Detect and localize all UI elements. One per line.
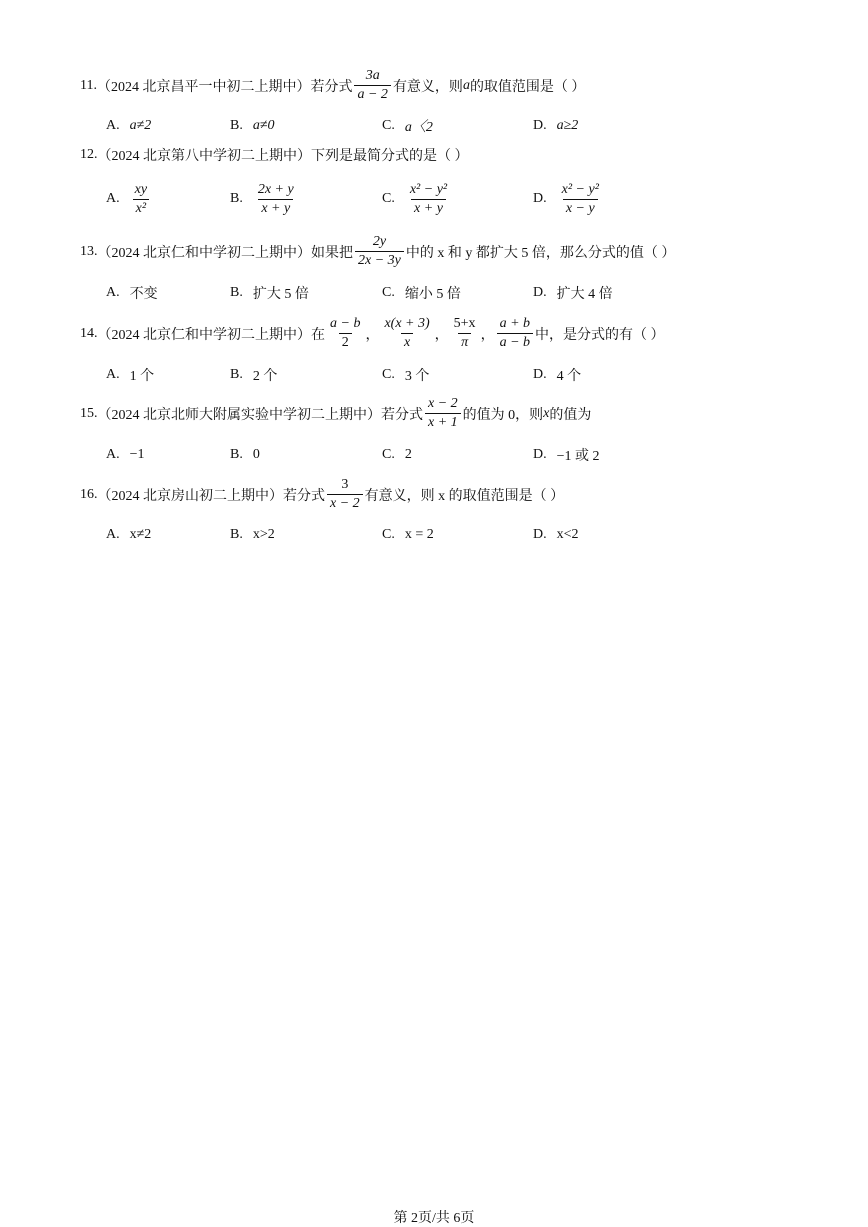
option-c — [382, 520, 434, 550]
option-b — [230, 111, 275, 141]
options-12 — [106, 181, 766, 216]
fraction-numerator: a − b — [330, 316, 361, 331]
option-text: a≠0 — [252, 118, 275, 133]
fraction-numerator: 5+x — [453, 316, 476, 331]
option-label: C. — [382, 191, 395, 206]
question-text: 若分式 — [381, 407, 423, 423]
option-b — [230, 440, 260, 470]
option-label: C. — [382, 527, 395, 542]
option-text: 扩大 4 倍 — [556, 287, 613, 302]
question-number: 16. — [80, 486, 98, 502]
separator: ， — [365, 327, 380, 343]
fraction — [381, 316, 432, 351]
option-text: 2 — [404, 447, 412, 462]
fraction-numerator: a + b — [499, 316, 531, 331]
option-label: D. — [533, 118, 547, 133]
option-label: D. — [533, 527, 547, 542]
page-footer: 第 2页/共 6页 — [393, 1211, 475, 1226]
option-a — [106, 520, 151, 550]
question-text: 中的 x 和 y 都扩大 5 倍，那么分式的值（ ） — [405, 245, 676, 261]
option-b — [230, 278, 309, 308]
question-text: 在 — [311, 327, 325, 343]
question-text: 如果把 — [311, 245, 353, 261]
option-text: a≥2 — [556, 118, 579, 133]
question-text: 下列是最简分式的是（ ） — [311, 149, 469, 164]
option-label: C. — [382, 285, 395, 300]
option-text: x>2 — [252, 527, 275, 542]
option-text: x≠2 — [129, 527, 152, 542]
fraction — [451, 316, 479, 351]
fraction-numerator: 3a — [365, 68, 380, 83]
question-text: 中，是分式的有（ ） — [535, 327, 665, 343]
options-16 — [106, 520, 766, 550]
option-label: B. — [230, 285, 243, 300]
question-text: 有意义，则 — [392, 79, 463, 95]
option-d — [533, 111, 578, 141]
fraction — [132, 182, 150, 217]
question-text: 有意义，则 x 的取值范围是（ ） — [364, 488, 565, 504]
option-a — [106, 360, 154, 390]
option-label: A. — [106, 367, 120, 382]
question-14 — [80, 316, 665, 351]
option-label: A. — [106, 527, 120, 542]
fraction-denominator: a − 2 — [354, 85, 390, 103]
option-text: 缩小 5 倍 — [404, 287, 461, 302]
option-label: A. — [106, 447, 120, 462]
option-b — [230, 181, 299, 216]
option-label: B. — [230, 527, 243, 542]
option-text: a〈2 — [404, 120, 433, 135]
option-text: −1 或 2 — [556, 449, 600, 464]
option-d — [533, 440, 600, 470]
fraction — [354, 68, 390, 103]
option-text: 扩大 5 倍 — [252, 287, 309, 302]
option-b — [230, 520, 275, 550]
variable: x — [543, 405, 550, 421]
question-11 — [80, 68, 585, 103]
separator: ， — [480, 327, 495, 343]
option-label: A. — [106, 118, 120, 133]
question-number: 13. — [80, 243, 98, 259]
option-d — [533, 278, 613, 308]
option-text: x = 2 — [404, 527, 434, 542]
fraction — [497, 316, 533, 351]
question-text: 若分式 — [310, 79, 353, 95]
option-text: 2 个 — [252, 369, 278, 384]
fraction-numerator: x − 2 — [428, 396, 458, 411]
option-label: D. — [533, 447, 547, 462]
option-label: C. — [382, 367, 395, 382]
fraction-numerator: x² − y² — [561, 181, 599, 197]
option-text: 0 — [252, 447, 260, 462]
question-13 — [80, 234, 675, 269]
fraction-denominator: x — [401, 333, 413, 351]
options-11 — [106, 111, 766, 141]
fraction — [425, 396, 461, 431]
fraction — [327, 316, 363, 351]
option-text: 不变 — [129, 287, 158, 302]
option-text: −1 — [129, 447, 145, 462]
option-text: 4 个 — [556, 369, 582, 384]
fraction — [407, 182, 450, 217]
question-source: （2024 北京房山初二上期中） — [97, 488, 283, 504]
question-source: （2024 北京第八中学初二上期中） — [97, 149, 311, 164]
option-text: x<2 — [556, 527, 579, 542]
option-a — [106, 440, 145, 470]
fraction — [255, 182, 297, 217]
question-source: （2024 北京仁和中学初二上期中） — [97, 245, 311, 261]
fraction-denominator: x² — [133, 199, 149, 217]
fraction-numerator: 2x + y — [257, 181, 294, 197]
fraction-denominator: π — [458, 333, 471, 351]
fraction-denominator: x + y — [411, 199, 446, 217]
fraction — [559, 182, 602, 217]
fraction-denominator: x − y — [563, 199, 598, 217]
fraction-numerator: x² − y² — [409, 181, 448, 197]
separator: ， — [434, 327, 449, 343]
option-c — [382, 111, 433, 141]
option-label: D. — [533, 191, 547, 206]
fraction-numerator: 2y — [372, 234, 387, 249]
fraction — [355, 234, 404, 269]
option-a — [106, 111, 151, 141]
question-text: 若分式 — [283, 488, 325, 504]
question-text: 的值为 0，则 — [462, 407, 544, 423]
option-label: A. — [106, 285, 120, 300]
fraction-numerator: xy — [134, 181, 148, 197]
option-c — [382, 360, 429, 390]
fraction-denominator: x − 2 — [327, 494, 363, 512]
option-text: a≠2 — [129, 118, 152, 133]
option-label: B. — [230, 191, 243, 206]
question-15 — [80, 396, 591, 431]
options-13 — [106, 278, 766, 308]
question-source: （2024 北京仁和中学初二上期中） — [97, 327, 311, 343]
question-source: （2024 北京北师大附属实验中学初二上期中） — [97, 407, 381, 423]
option-d — [533, 360, 581, 390]
option-label: B. — [230, 367, 243, 382]
option-c — [382, 278, 461, 308]
question-text: 的值为 — [549, 407, 592, 423]
option-label: B. — [230, 447, 243, 462]
fraction-numerator: 3 — [341, 477, 349, 492]
option-d — [533, 181, 604, 216]
variable: a — [462, 77, 470, 93]
question-number: 12. — [80, 147, 98, 162]
fraction-denominator: a − b — [497, 333, 533, 351]
option-label: D. — [533, 285, 547, 300]
option-label: A. — [106, 191, 120, 206]
question-source: （2024 北京昌平一中初二上期中） — [96, 79, 311, 95]
question-text: 的取值范围是（ ） — [469, 79, 586, 95]
option-a — [106, 278, 158, 308]
option-text: 3 个 — [404, 369, 430, 384]
question-12 — [80, 145, 469, 165]
fraction-denominator: 2x − 3y — [355, 251, 404, 269]
options-15 — [106, 440, 766, 470]
question-16 — [80, 477, 564, 512]
fraction — [327, 477, 363, 512]
option-c — [382, 181, 452, 216]
question-number: 11. — [80, 77, 97, 93]
option-label: D. — [533, 367, 547, 382]
question-number: 14. — [80, 325, 98, 341]
fraction-denominator: x + 1 — [425, 413, 461, 431]
fraction-numerator: x(x + 3) — [384, 316, 430, 331]
option-d — [533, 520, 579, 550]
option-label: B. — [230, 118, 243, 133]
option-label: C. — [382, 447, 395, 462]
fraction-denominator: x + y — [258, 199, 293, 217]
fraction-denominator: 2 — [339, 333, 352, 351]
options-14 — [106, 360, 766, 390]
option-c — [382, 440, 412, 470]
option-a — [106, 181, 152, 216]
option-text: 1 个 — [129, 369, 155, 384]
option-b — [230, 360, 277, 390]
question-number: 15. — [80, 405, 98, 421]
option-label: C. — [382, 118, 395, 133]
